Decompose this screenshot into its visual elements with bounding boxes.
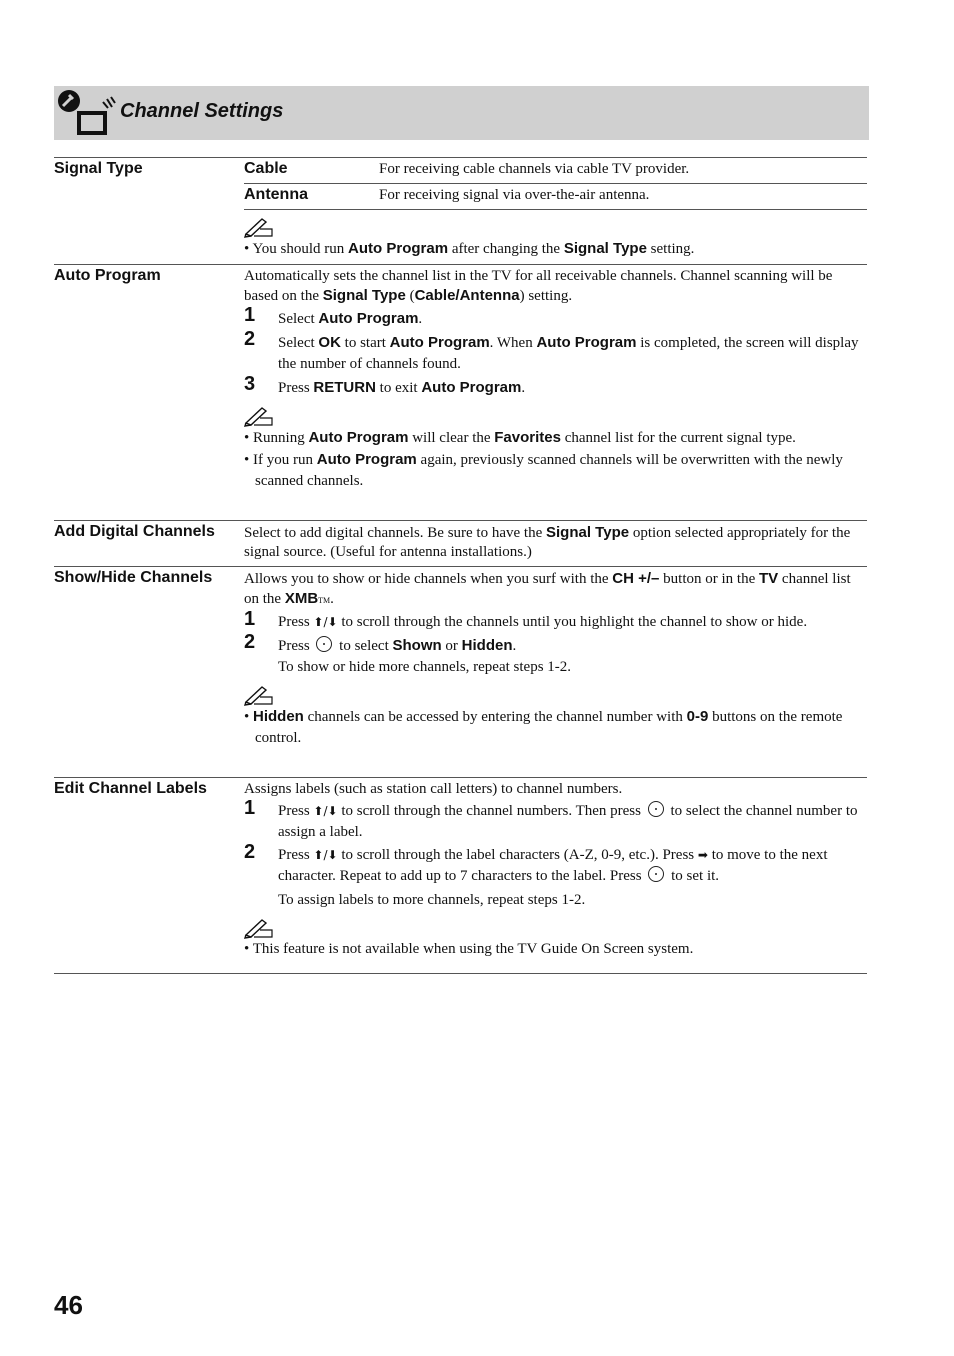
- row-label-show-hide: Show/Hide Channels: [54, 569, 213, 586]
- option-name: Antenna: [244, 186, 308, 203]
- step-1: 1 Select Auto Program.: [244, 304, 423, 327]
- section-header: [54, 86, 869, 140]
- row-auto-program: [54, 264, 867, 520]
- note-pencil-icon: [244, 405, 274, 427]
- row-label-add-digital: Add Digital Channels: [54, 523, 215, 540]
- up-down-arrow-icon: ⬆/⬇: [313, 804, 338, 818]
- option-antenna: [244, 184, 867, 210]
- note-text: • This feature is not available when using the TV Guide On Screen system.: [244, 941, 694, 957]
- enter-button-icon: [648, 801, 664, 817]
- step-2-extra: To show or hide more channels, repeat steps 1-2.: [278, 659, 572, 675]
- enter-button-icon: [316, 636, 332, 652]
- page-title: Channel Settings: [120, 100, 284, 122]
- up-down-arrow-icon: ⬆/⬇: [313, 848, 338, 862]
- note-text: • You should run Auto Program after changing the Signal Type setting.: [244, 240, 695, 257]
- auto-program-intro: Automatically sets the channel list in the TV for all receivable channels. Channel scanning will be based on the Signal Type (Cable/Antenna) setting.: [244, 268, 833, 304]
- note-pencil-icon: [244, 917, 274, 939]
- row-label-edit-labels: Edit Channel Labels: [54, 780, 207, 797]
- row-show-hide-channels: [54, 566, 867, 777]
- step-2: 2 Select OK to start Auto Program. When Auto Program is completed, the screen will display the number of channels found.: [244, 328, 859, 372]
- note-pencil-icon: [244, 684, 274, 706]
- step-2-extra: To assign labels to more channels, repeat steps 1-2.: [278, 892, 586, 908]
- row-label-auto-program: Auto Program: [54, 267, 161, 284]
- option-name: Cable: [244, 160, 288, 177]
- step-1: 1 Press ⬆/⬇ to scroll through the channels until you highlight the channel to show or hide.: [244, 608, 808, 630]
- row-add-digital-channels: [54, 520, 867, 566]
- row-edit-channel-labels: [54, 777, 867, 974]
- note-pencil-icon: [244, 216, 274, 238]
- row-label-signal-type: Signal Type: [54, 160, 143, 177]
- step-1: 1 Press ⬆/⬇ to scroll through the channel numbers. Then press to select the channel number to assign a label.: [244, 797, 858, 840]
- note-text: • Running Auto Program will clear the Favorites channel list for the current signal type.: [244, 429, 796, 446]
- settings-table: [54, 157, 867, 974]
- note-text: • Hidden channels can be accessed by entering the channel number with 0-9 buttons on the remote control.: [244, 708, 843, 746]
- step-3: 3 Press RETURN to exit Auto Program.: [244, 373, 526, 396]
- note-text: • If you run Auto Program again, previously scanned channels will be overwritten with the newly scanned channels.: [244, 451, 843, 489]
- add-digital-text: Select to add digital channels. Be sure to have the Signal Type option selected appropriately for the signal source. (Useful for antenna installations.): [244, 524, 851, 560]
- show-hide-intro: Allows you to show or hide channels when you surf with the CH +/– button or in the TV channel list on the XMBTM.: [244, 570, 851, 607]
- option-cable: [244, 158, 867, 184]
- step-2: 2 Press ⬆/⬇ to scroll through the label characters (A-Z, 0-9, etc.). Press ➡ to move to the next character. Repeat to add up to 7 characters to the label. Press to set it.: [244, 841, 828, 884]
- option-desc: For receiving cable channels via cable TV provider.: [379, 161, 690, 177]
- up-down-arrow-icon: ⬆/⬇: [313, 615, 338, 629]
- enter-button-icon: [648, 866, 664, 882]
- row-signal-type: [54, 157, 867, 264]
- right-arrow-icon: ➡: [697, 848, 708, 862]
- page-number: 46: [54, 1290, 83, 1320]
- edit-labels-intro: Assigns labels (such as station call letters) to channel numbers.: [244, 781, 623, 797]
- step-2: 2 Press to select Shown or Hidden.: [244, 631, 517, 654]
- settings-tv-icon: [56, 88, 122, 138]
- option-desc: For receiving signal via over-the-air antenna.: [379, 187, 650, 203]
